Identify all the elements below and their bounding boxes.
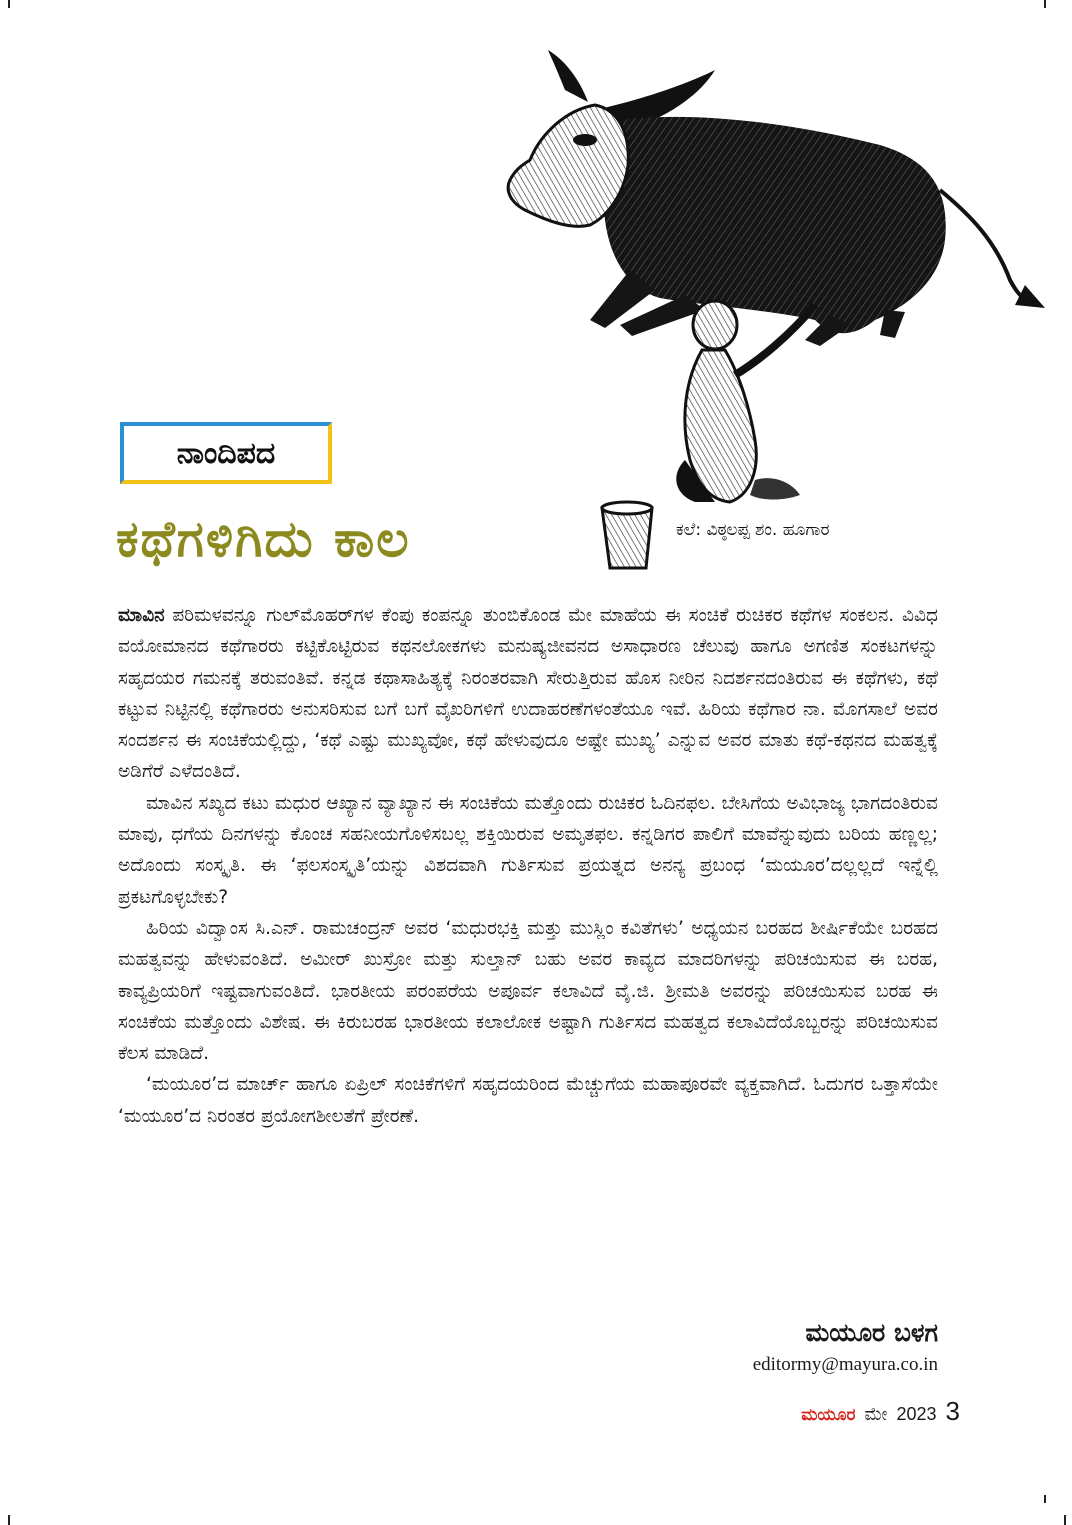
signature: ಮಯೂರ ಬಳಗ <box>805 1318 938 1347</box>
illustration-credit: ಕಲೆ: ವಿಠ್ಠಲಪ್ಪ ಶಂ. ಹೂಗಾರ <box>676 520 830 540</box>
crop-mark <box>1044 0 1046 8</box>
paragraph-1 <box>118 600 938 788</box>
paragraph-text: ಹಿರಿಯ ವಿದ್ವಾಂಸ ಸಿ.ಎನ್. ರಾಮಚಂದ್ರನ್ ಅವರ ‘ಮಧುರಭಕ್ತಿ ಮತ್ತು ಮುಸ್ಲಿಂ ಕವಿತೆಗಳು’ ಅಧ್ಯಯನ ಬರಹದ ಶೀರ್ಷಿಕೆಯೇ ಬರಹದ ಮಹತ್ವವನ್ನು ಹೇಳುವಂತಿದೆ. ಅಮೀರ್ ಖುಸ್ರೋ ಮತ್ತು ಸುಲ್ತಾನ್ ಬಹು ಅವರ ಕಾವ್ಯದ ಮಾದರಿಗಳನ್ನು ಪರಿಚಯಿಸುವ ಈ ಬರಹ, ಕಾವ್ಯಪ್ರಿಯರಿಗೆ ಇಷ್ಟವಾಗುವಂತಿದೆ. ಭಾರತೀಯ ಪರಂಪರೆಯ ಅಪೂರ್ವ ಕಲಾವಿದೆ ವೈ.ಜಿ. ಶ್ರೀಮತಿ ಅವರನ್ನು ಪರಿಚಯಿಸುವ ಬರಹ ಈ ಸಂಚಿಕೆಯ ಮತ್ತೊಂದು ವಿಶೇಷ. ಈ ಕಿರುಬರಹ ಭಾರತೀಯ ಕಲಾಲೋಕ ಅಷ್ಟಾಗಿ ಗುರ್ತಿಸದ ಮಹತ್ವದ ಕಲಾವಿದೆಯೊಬ್ಬರನ್ನು ಪರಿಚಯಿಸುವ ಕೆಲಸ ಮಾಡಿದೆ. <box>118 917 938 1065</box>
figure-grass <box>750 478 800 499</box>
article-body <box>118 600 938 1132</box>
lead-word: ಮಾವಿನ <box>118 605 165 626</box>
page-footer <box>801 1396 960 1427</box>
figure-head <box>693 301 737 349</box>
paragraph-2 <box>118 788 938 913</box>
crop-mark <box>1064 1515 1066 1525</box>
crop-mark <box>8 0 10 8</box>
paragraph-3 <box>118 913 938 1069</box>
buffalo-illustration <box>470 40 1050 580</box>
issue-year: 2023 <box>896 1404 937 1424</box>
article-title: ಕಥೆಗಳಿಗಿದು ಕಾಲ <box>116 510 411 568</box>
section-label: ನಾಂದಿಪದ <box>120 422 332 484</box>
paragraph-text: ಮಾವಿನ ಸಖ್ಯದ ಕಟು ಮಧುರ ಆಖ್ಯಾನ ವ್ಯಾಖ್ಯಾನ ಈ ಸಂಚಿಕೆಯ ಮತ್ತೊಂದು ರುಚಿಕರ ಓದಿನಫಲ. ಬೇಸಿಗೆಯ ಅವಿಭಾಜ್ಯ ಭಾಗದಂತಿರುವ ಮಾವು, ಧಗೆಯ ದಿನಗಳನ್ನು ಕೊಂಚ ಸಹನೀಯಗೊಳಿಸಬಲ್ಲ ಶಕ್ತಿಯಿರುವ ಅಮೃತಫಲ. ಕನ್ನಡಿಗರ ಪಾಲಿಗೆ ಮಾವೆನ್ನುವುದು ಬರಿಯ ಹಣ್ಣಲ್ಲ; ಅದೊಂದು ಸಂಸ್ಕೃತಿ. ಈ ‘ಫಲಸಂಸ್ಕೃತಿ’ಯನ್ನು ವಿಶದವಾಗಿ ಗುರ್ತಿಸುವ ಪ್ರಯತ್ನದ ಅನನ್ಯ ಪ್ರಬಂಧ ‘ಮಯೂರ’ದಲ್ಲಲ್ಲದೆ ಇನ್ನೆಲ್ಲಿ ಪ್ರಕಟಗೊಳ್ಳಬೇಕು? <box>118 792 938 908</box>
buffalo-head <box>508 105 628 226</box>
buffalo-body <box>603 117 946 333</box>
issue-month: ಮೇ <box>864 1404 888 1425</box>
horn-left <box>548 50 588 102</box>
magazine-brand: ಮಯೂರ <box>801 1405 856 1425</box>
bucket-rim <box>602 502 652 514</box>
page-number: 3 <box>945 1396 960 1426</box>
paragraph-text: ‘ಮಯೂರ’ದ ಮಾರ್ಚ್ ಹಾಗೂ ಏಪ್ರಿಲ್ ಸಂಚಿಕೆಗಳಿಗೆ ಸಹೃದಯರಿಂದ ಮೆಚ್ಚುಗೆಯ ಮಹಾಪೂರವೇ ವ್ಯಕ್ತವಾಗಿದೆ. ಓದುಗರ ಒತ್ತಾಸೆಯೇ ‘ಮಯೂರ’ದ ನಿರಂತರ ಪ್ರಯೋಗಶೀಲತೆಗೆ ಪ್ರೇರಣೆ. <box>118 1074 938 1127</box>
paragraph-text: ಪರಿಮಳವನ್ನೂ ಗುಲ್‌ಮೊಹರ್‌ಗಳ ಕೆಂಪು ಕಂಪನ್ನೂ ತುಂಬಿಕೊಂಡ ಮೇ ಮಾಹೆಯ ಈ ಸಂಚಿಕೆ ರುಚಿಕರ ಕಥೆಗಳ ಸಂಕಲನ. ವಿವಿಧ ವಯೋಮಾನದ ಕಥೆಗಾರರು ಕಟ್ಟಿಕೊಟ್ಟಿರುವ ಕಥನಲೋಕಗಳು ಮನುಷ್ಯಜೀವನದ ಅಸಾಧಾರಣ ಚೆಲುವು ಹಾಗೂ ಅಗಣಿತ ಸಂಕಟಗಳನ್ನು ಸಹೃದಯರ ಗಮನಕ್ಕೆ ತರುವಂತಿವೆ. ಕನ್ನಡ ಕಥಾಸಾಹಿತ್ಯಕ್ಕೆ ನಿರಂತರವಾಗಿ ಸೇರುತ್ತಿರುವ ಹೊಸ ನೀರಿನ ನಿದರ್ಶನದಂತಿರುವ ಈ ಕಥೆಗಳು, ಕಥೆ ಕಟ್ಟುವ ನಿಟ್ಟಿನಲ್ಲಿ ಕಥೆಗಾರರು ಅನುಸರಿಸುವ ಬಗೆ ಬಗೆ ವೈಖರಿಗಳಿಗೆ ಉದಾಹರಣೆಗಳಂತೆಯೂ ಇವೆ. ಹಿರಿಯ ಕಥೆಗಾರ ನಾ. ಮೊಗಸಾಲೆ ಅವರ ಸಂದರ್ಶನ ಈ ಸಂಚಿಕೆಯಲ್ಲಿದ್ದು, ‘ಕಥೆ ಎಷ್ಟು ಮುಖ್ಯವೋ, ಕಥೆ ಹೇಳುವುದೂ ಅಷ್ಟೇ ಮುಖ್ಯ’ ಎನ್ನುವ ಅವರ ಮಾತು ಕಥೆ-ಕಥನದ ಮಹತ್ವಕ್ಕೆ ಅಡಿಗೆರೆ ಎಳೆದಂತಿದೆ. <box>118 605 938 783</box>
crop-mark <box>8 1515 10 1525</box>
buffalo-tail-tuft <box>1015 285 1045 308</box>
buffalo-eye <box>573 134 597 146</box>
paragraph-4 <box>118 1069 938 1132</box>
figure-arm <box>735 305 815 375</box>
editor-email[interactable]: editormy@mayura.co.in <box>752 1354 938 1375</box>
crop-mark <box>1044 1495 1046 1503</box>
buffalo-tail <box>940 190 1035 302</box>
milk-bucket-icon <box>602 508 652 568</box>
